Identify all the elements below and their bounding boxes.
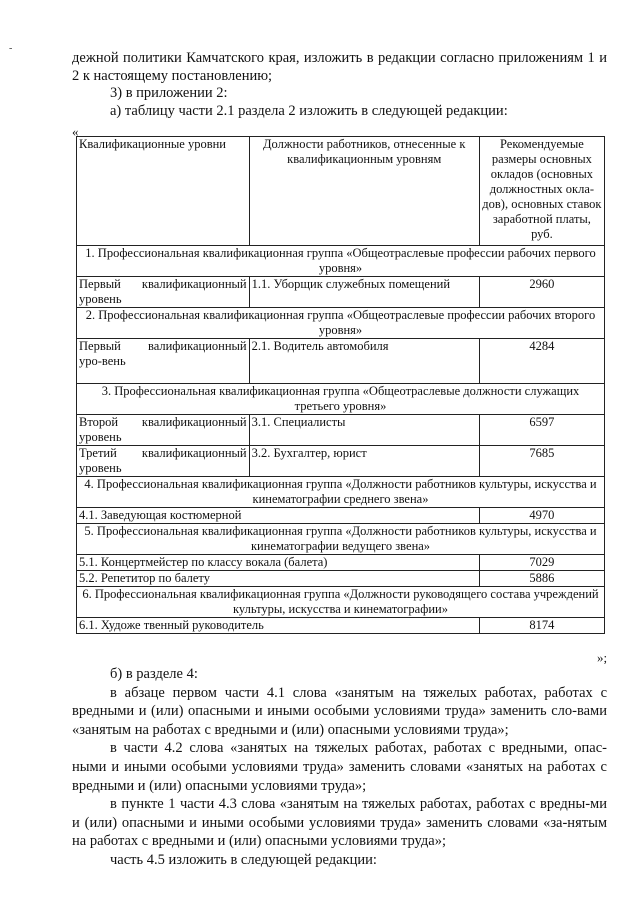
group-3-title: 3. Профессиональная квалификационная группа «Общеотраслевые должности служащих третьего уровня»: [77, 384, 605, 415]
table-row: [77, 415, 605, 446]
header-recommended-salaries: Рекомендуемые размеры основных окладов (основных должностных окла-дов), основных ставок заработной платы, руб.: [479, 137, 604, 246]
intro-paragraph-3: а) таблицу части 2.1 раздела 2 изложить в следующей редакции:: [110, 102, 508, 119]
group-title-row: [77, 587, 605, 618]
group-title-row: [77, 384, 605, 415]
page-margin-mark: -: [9, 43, 13, 54]
salary-table: [76, 136, 605, 634]
table-row: [77, 446, 605, 477]
row-salary: 5886: [479, 571, 604, 587]
group-2-title: 2. Профессиональная квалификационная группа «Общеотраслевые профессии рабочих второго уровня»: [77, 308, 605, 339]
group-title-row: [77, 477, 605, 508]
opening-quote-mark: «: [72, 124, 79, 139]
group-6-title: 6. Профессиональная квалификационная группа «Должности руководящего состава учреждений культуры, искусства и кинематографии»: [77, 587, 605, 618]
row-position: 3.2. Бухгалтер, юрист: [249, 446, 479, 477]
row-item: 5.2. Репетитор по балету: [77, 571, 480, 587]
row-salary: 4970: [479, 508, 604, 524]
table-row: [77, 508, 605, 524]
row-salary: 4284: [479, 339, 604, 384]
row-salary: 8174: [479, 618, 604, 634]
body-paragraph: в пункте 1 части 4.3 слова «занятым на тяжелых работах, работах с вредны-ми и (или) опасными и иными особыми условиями труда» заменить словами «за-нятым на работах с вредными и (или) опасными условиями труда»;: [72, 796, 607, 850]
row-salary: 7685: [479, 446, 604, 477]
row-salary: 2960: [479, 277, 604, 308]
row-salary: 6597: [479, 415, 604, 446]
header-positions: Должности работников, отнесенные к квалификационным уровням: [249, 137, 479, 246]
body-paragraph: в абзаце первом части 4.1 слова «занятым на тяжелых работах, работах с вредными и (или) опасными и иными особыми условиями труда» заменить сло-вами «занятым на работах с вредными и (или) опасными условиями труда»;: [72, 684, 607, 738]
group-title-row: [77, 524, 605, 555]
table-row: [77, 555, 605, 571]
body-paragraph: б) в разделе 4:: [110, 666, 198, 682]
body-paragraph: часть 4.5 изложить в следующей редакции:: [110, 851, 377, 868]
amendments-text: [72, 665, 607, 870]
row-level: Третий квалификационный уровень: [77, 446, 250, 477]
table-row: [77, 571, 605, 587]
table-row: [77, 277, 605, 308]
row-salary: 7029: [479, 555, 604, 571]
intro-paragraph-2: 3) в приложении 2:: [110, 85, 228, 101]
intro-paragraph-1: дежной политики Камчатского края, изложить в редакции согласно приложениям 1 и 2 к настоящему постановлению;: [72, 50, 607, 84]
table-row: [77, 618, 605, 634]
row-item: 5.1. Концертмейстер по классу вокала (балета): [77, 555, 480, 571]
group-4-title: 4. Профессиональная квалификационная группа «Должности работников культуры, искусства и кинематографии среднего звена»: [77, 477, 605, 508]
row-level: Первый валификационный уро-вень: [77, 339, 250, 384]
body-paragraph: в части 4.2 слова «занятых на тяжелых работах, работах с вредными, опас-ными и иными особыми условиями труда» заменить словами «занятых на работах с вредными и (или) опасными условиями труда»;: [72, 740, 607, 794]
row-position: 1.1. Уборщик служебных помещений: [249, 277, 479, 308]
intro-text: [72, 50, 607, 120]
closing-quote-mark: »;: [597, 650, 608, 665]
table-row: [77, 339, 605, 384]
row-item: 6.1. Художе твенный руководитель: [77, 618, 480, 634]
row-position: 2.1. Водитель автомобиля: [249, 339, 479, 384]
row-level: Второй квалификационный уровень: [77, 415, 250, 446]
row-position: 3.1. Специалисты: [249, 415, 479, 446]
row-level: Первый квалификационный уровень: [77, 277, 250, 308]
header-qualification-levels: Квалификационные уровни: [77, 137, 250, 246]
group-title-row: [77, 246, 605, 277]
table-header-row: [77, 137, 605, 246]
group-5-title: 5. Профессиональная квалификационная группа «Должности работников культуры, искусства и кинематографии ведущего звена»: [77, 524, 605, 555]
group-title-row: [77, 308, 605, 339]
row-item: 4.1. Заведующая костюмерной: [77, 508, 480, 524]
group-1-title: 1. Профессиональная квалификационная группа «Общеотраслевые профессии рабочих первого уровня»: [77, 246, 605, 277]
